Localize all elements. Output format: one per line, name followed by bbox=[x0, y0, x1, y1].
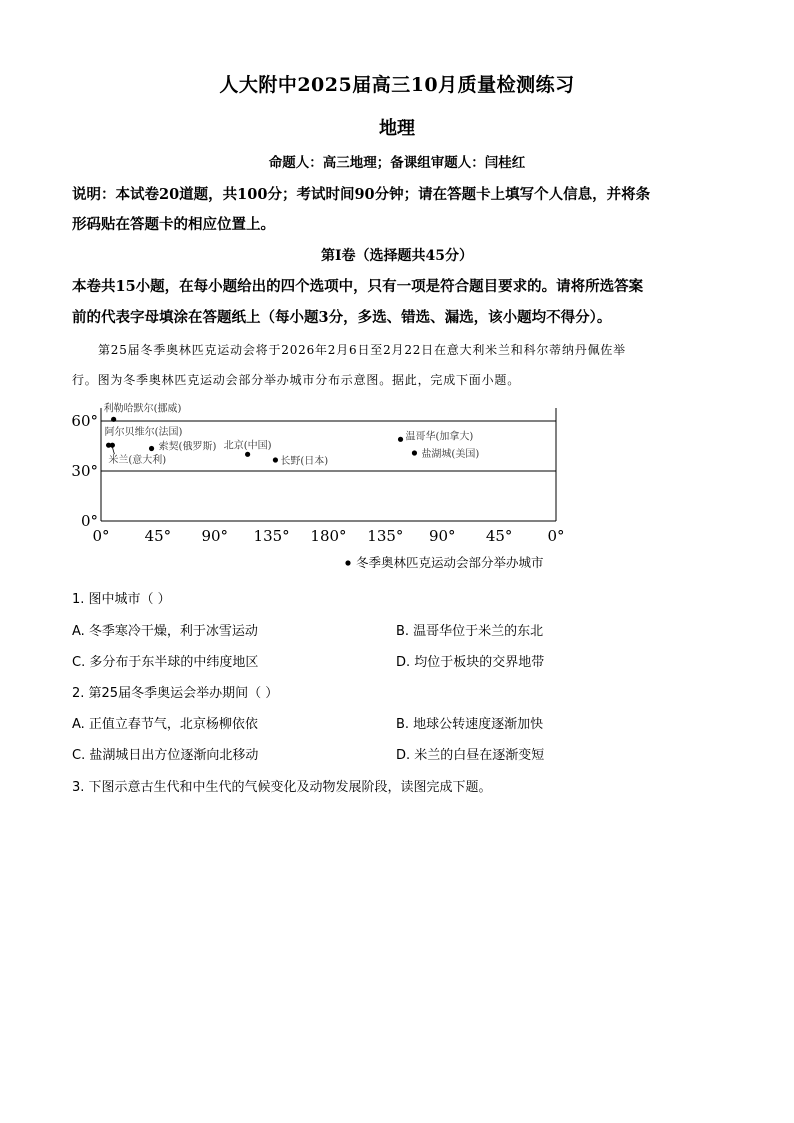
passage-line-1: 第25届冬季奥林匹克运动会将于2026年2月6日至2月22日在意大利米兰和科尔蒂纳丹佩佐举 bbox=[98, 343, 626, 357]
question-1-option-a[interactable]: A. 冬季寒冷干燥，利于冰雪运动 bbox=[72, 624, 258, 639]
x-tick-label: 45° bbox=[144, 527, 172, 545]
section-desc-1: 本卷共15小题，在每小题给出的四个选项中，只有一项是符合题目要求的。请将所选答案 bbox=[72, 278, 644, 295]
x-tick-label: 180° bbox=[310, 527, 347, 545]
city-label: 北京(中国) bbox=[223, 440, 272, 452]
question-2-option-d[interactable]: D. 米兰的白昼在逐渐变短 bbox=[396, 748, 545, 763]
passage-line-2: 行。图为冬季奥林匹克运动会部分举办城市分布示意图。据此，完成下面小题。 bbox=[72, 373, 521, 387]
host-cities-map bbox=[70, 400, 570, 578]
y-tick-label: 30° bbox=[71, 462, 98, 480]
city-label: 长野(日本) bbox=[280, 456, 329, 467]
instructions-line-2: 形码贴在答题卡的相应位置上。 bbox=[72, 216, 275, 233]
legend-label: 冬季奥林匹克运动会部分举办城市 bbox=[356, 555, 544, 570]
section-desc-2: 前的代表字母填涂在答题纸上（每小题3分，多选、错选、漏选，该小题均不得分）。 bbox=[72, 309, 612, 326]
city-label: 索契(俄罗斯) bbox=[158, 441, 217, 453]
legend-marker bbox=[345, 560, 350, 565]
instructions-line-1: 说明：本试卷20道题，共100分；考试时间90分钟；请在答题卡上填写个人信息，并将条 bbox=[72, 186, 651, 203]
map-axes bbox=[101, 408, 556, 521]
city-point bbox=[111, 417, 116, 422]
y-tick-label: 60° bbox=[71, 412, 98, 430]
section-title: 第Ⅰ卷（选择题共45分） bbox=[320, 248, 474, 264]
question-1-stem: 1. 图中城市（ ） bbox=[72, 592, 171, 607]
x-tick-label: 90° bbox=[428, 527, 456, 545]
x-tick-label: 0° bbox=[547, 527, 565, 545]
x-tick-label: 0° bbox=[92, 527, 110, 545]
x-tick-label: 45° bbox=[485, 527, 513, 545]
question-1-option-b[interactable]: B. 温哥华位于米兰的东北 bbox=[396, 624, 544, 639]
city-point bbox=[412, 450, 417, 455]
city-label: 米兰(意大利) bbox=[108, 455, 167, 467]
question-1-option-d[interactable]: D. 均位于板块的交界地带 bbox=[396, 655, 545, 670]
x-tick-label: 90° bbox=[201, 527, 229, 545]
city-point bbox=[245, 452, 250, 457]
city-label: 盐湖城(美国) bbox=[421, 449, 480, 460]
city-label: 温哥华(加拿大) bbox=[405, 431, 474, 443]
x-tick-label: 135° bbox=[367, 527, 404, 545]
question-2-option-b[interactable]: B. 地球公转速度逐渐加快 bbox=[396, 717, 544, 732]
subject-title: 地理 bbox=[379, 118, 415, 139]
y-tick-label: 0° bbox=[80, 512, 98, 530]
question-2-option-a[interactable]: A. 正值立春节气，北京杨柳依依 bbox=[72, 717, 258, 732]
x-tick-label: 135° bbox=[253, 527, 290, 545]
city-label: 阿尔贝维尔(法国) bbox=[104, 427, 183, 439]
question-2-stem: 2. 第25届冬季奥运会举办期间（ ） bbox=[72, 686, 279, 701]
authors-line: 命题人：高三地理；备课组审题人：闫桂红 bbox=[268, 155, 526, 171]
question-2-option-c[interactable]: C. 盐湖城日出方位逐渐向北移动 bbox=[72, 748, 259, 763]
map-legend bbox=[345, 555, 543, 570]
city-point bbox=[110, 443, 115, 448]
city-point bbox=[149, 446, 154, 451]
milan-pointer bbox=[112, 447, 114, 454]
exam-title: 人大附中2025届高三10月质量检测练习 bbox=[219, 74, 575, 96]
map-city-points bbox=[104, 401, 480, 467]
question-1-option-c[interactable]: C. 多分布于东半球的中纬度地区 bbox=[72, 655, 259, 670]
city-point bbox=[273, 457, 278, 462]
question-3-stem: 3. 下图示意古生代和中生代的气候变化及动物发展阶段，读图完成下题。 bbox=[72, 780, 492, 795]
city-point bbox=[398, 437, 403, 442]
city-label: 利勒哈默尔(挪威) bbox=[103, 403, 182, 415]
